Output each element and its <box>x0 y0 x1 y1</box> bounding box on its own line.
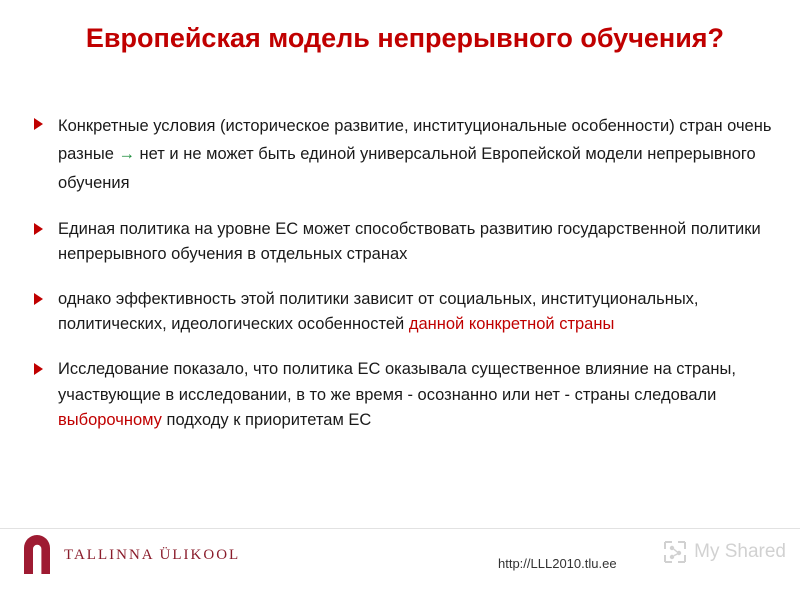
footer-logo <box>22 534 240 576</box>
tallinn-university-icon <box>22 534 52 576</box>
watermark <box>663 540 786 564</box>
bullet-segment: Конкретные условия (историческое развитие, институциональные особенности) стран очень разные <box>58 117 772 164</box>
bullet-segment-highlight: данной конкретной страны <box>408 315 615 334</box>
bullet-segment: Исследование показало, что политика ЕС оказывала существенное влияние на страны, участвующие в исследовании, в то же время - осознанно или нет - страны следовали <box>58 360 736 404</box>
bullet-segment: подходу к приоритетам ЕС <box>161 410 372 429</box>
bullet-text <box>58 357 782 432</box>
footer-url: http://LLL2010.tlu.ee <box>498 556 617 571</box>
bullet-triangle-icon <box>34 293 43 305</box>
bullet-segment: нет и не может быть единой универсальной Европейской модели непрерывного обучения <box>58 145 756 192</box>
bullet-text <box>58 112 782 197</box>
arrow-right-icon: → <box>118 145 135 164</box>
list-item <box>22 112 782 197</box>
watermark-text: My Shared <box>694 541 786 562</box>
list-item <box>22 287 782 337</box>
bullet-triangle-icon <box>34 118 43 130</box>
bullet-segment-highlight: выборочному <box>58 410 162 429</box>
footer-divider <box>0 528 800 529</box>
bullet-text <box>58 217 782 267</box>
bullet-segment: однако эффективность этой политики зависит от социальных, институциональных, политических, идеологических особенностей <box>58 290 699 334</box>
page-title: Европейская модель непрерывного обучения? <box>85 23 725 53</box>
bullet-triangle-icon <box>34 363 43 375</box>
list-item <box>22 217 782 267</box>
share-frame-icon <box>663 540 687 564</box>
bullet-segment: Единая политика на уровне ЕС может способствовать развитию государственной политики непрерывного обучения в отдельных странах <box>58 220 761 264</box>
bullet-list <box>22 112 782 453</box>
footer-logo-text: TALLINNA ÜLIKOOL <box>64 546 241 563</box>
list-item <box>22 357 782 432</box>
bullet-text <box>58 287 782 337</box>
bullet-triangle-icon <box>34 223 43 235</box>
